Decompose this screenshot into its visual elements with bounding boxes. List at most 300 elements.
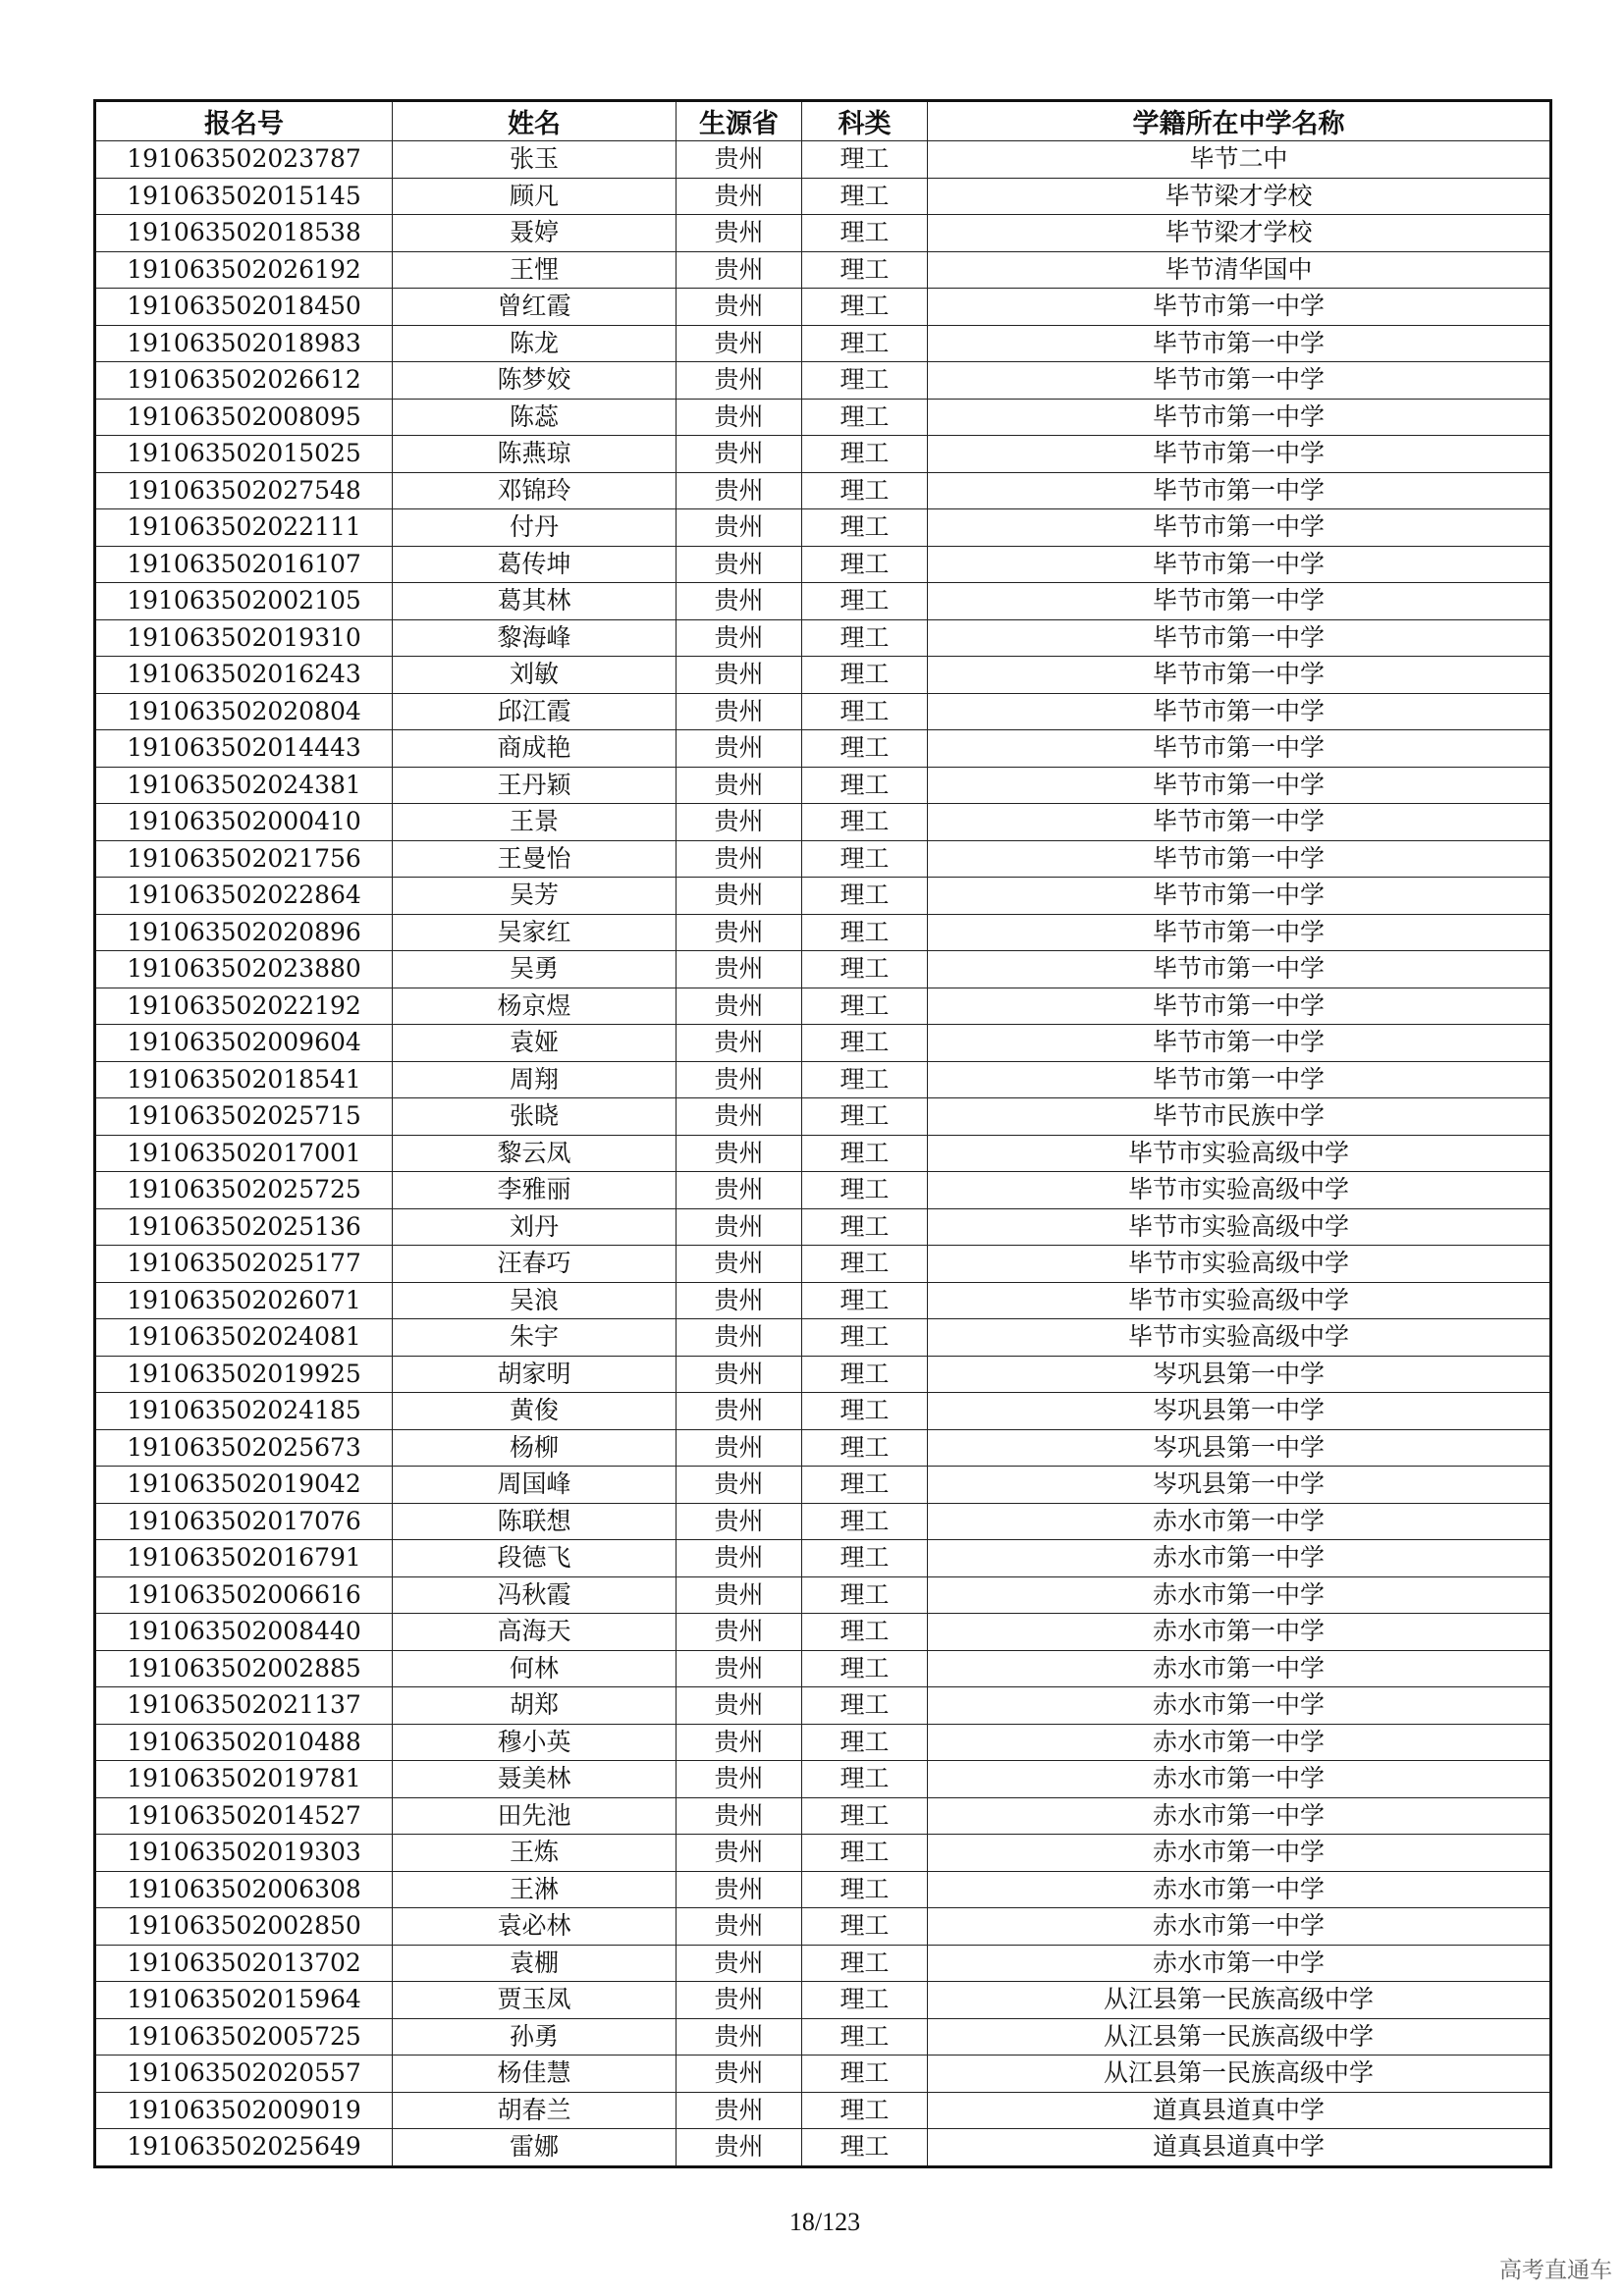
table-row xyxy=(95,509,1551,547)
table-row xyxy=(95,472,1551,509)
table-row xyxy=(95,1246,1551,1283)
cell-subject-category: 理工 xyxy=(802,1282,928,1319)
cell-subject-category: 理工 xyxy=(802,693,928,730)
cell-name: 张玉 xyxy=(393,141,677,179)
table-row xyxy=(95,657,1551,694)
cell-subject-category: 理工 xyxy=(802,1429,928,1467)
table-row xyxy=(95,399,1551,436)
cell-registration-number: 191063502018541 xyxy=(95,1061,393,1098)
cell-subject-category: 理工 xyxy=(802,325,928,362)
table-row xyxy=(95,1282,1551,1319)
cell-school-name: 毕节市第一中学 xyxy=(928,583,1551,620)
table-row xyxy=(95,1540,1551,1577)
cell-name: 杨佳慧 xyxy=(393,2056,677,2093)
cell-subject-category: 理工 xyxy=(802,2056,928,2093)
cell-subject-category: 理工 xyxy=(802,840,928,878)
cell-name: 刘敏 xyxy=(393,657,677,694)
cell-name: 王炼 xyxy=(393,1835,677,1872)
cell-subject-category: 理工 xyxy=(802,914,928,951)
cell-province: 贵州 xyxy=(677,1503,802,1540)
cell-registration-number: 191063502000410 xyxy=(95,804,393,841)
cell-name: 吴家红 xyxy=(393,914,677,951)
cell-name: 雷娜 xyxy=(393,2129,677,2167)
cell-subject-category: 理工 xyxy=(802,1467,928,1504)
cell-name: 陈梦姣 xyxy=(393,362,677,400)
table-row xyxy=(95,583,1551,620)
cell-school-name: 毕节市第一中学 xyxy=(928,436,1551,473)
cell-registration-number: 191063502015964 xyxy=(95,1982,393,2019)
cell-registration-number: 191063502016243 xyxy=(95,657,393,694)
cell-province: 贵州 xyxy=(677,1172,802,1209)
table-row xyxy=(95,1467,1551,1504)
cell-name: 汪春巧 xyxy=(393,1246,677,1283)
table-body xyxy=(95,141,1551,2167)
cell-subject-category: 理工 xyxy=(802,1393,928,1430)
table-row xyxy=(95,619,1551,657)
cell-province: 贵州 xyxy=(677,1614,802,1651)
cell-province: 贵州 xyxy=(677,472,802,509)
table-row xyxy=(95,1061,1551,1098)
cell-name: 陈联想 xyxy=(393,1503,677,1540)
table-row xyxy=(95,1871,1551,1908)
cell-name: 刘丹 xyxy=(393,1208,677,1246)
cell-name: 胡家明 xyxy=(393,1356,677,1393)
cell-subject-category: 理工 xyxy=(802,1356,928,1393)
cell-registration-number: 191063502013702 xyxy=(95,1945,393,1982)
cell-registration-number: 191063502025649 xyxy=(95,2129,393,2167)
table-row xyxy=(95,1576,1551,1614)
cell-subject-category: 理工 xyxy=(802,1098,928,1136)
cell-name: 田先池 xyxy=(393,1797,677,1835)
table-header xyxy=(95,101,1551,141)
cell-registration-number: 191063502024185 xyxy=(95,1393,393,1430)
cell-school-name: 毕节市第一中学 xyxy=(928,289,1551,326)
cell-school-name: 毕节市第一中学 xyxy=(928,657,1551,694)
cell-name: 孙勇 xyxy=(393,2018,677,2056)
cell-school-name: 毕节市第一中学 xyxy=(928,914,1551,951)
table-row xyxy=(95,693,1551,730)
cell-subject-category: 理工 xyxy=(802,2018,928,2056)
cell-school-name: 赤水市第一中学 xyxy=(928,1503,1551,1540)
table-row xyxy=(95,730,1551,768)
cell-province: 贵州 xyxy=(677,1246,802,1283)
cell-name: 杨京煜 xyxy=(393,988,677,1025)
table-row xyxy=(95,1356,1551,1393)
table-row xyxy=(95,178,1551,215)
cell-province: 贵州 xyxy=(677,840,802,878)
table-row xyxy=(95,436,1551,473)
cell-school-name: 毕节市第一中学 xyxy=(928,730,1551,768)
cell-registration-number: 191063502026612 xyxy=(95,362,393,400)
cell-province: 贵州 xyxy=(677,362,802,400)
cell-registration-number: 191063502015145 xyxy=(95,178,393,215)
cell-province: 贵州 xyxy=(677,951,802,988)
table-row xyxy=(95,1172,1551,1209)
cell-subject-category: 理工 xyxy=(802,1761,928,1798)
cell-subject-category: 理工 xyxy=(802,619,928,657)
table-row xyxy=(95,251,1551,289)
cell-name: 王曼怡 xyxy=(393,840,677,878)
cell-school-name: 毕节市民族中学 xyxy=(928,1098,1551,1136)
cell-subject-category: 理工 xyxy=(802,583,928,620)
cell-registration-number: 191063502014443 xyxy=(95,730,393,768)
cell-school-name: 赤水市第一中学 xyxy=(928,1945,1551,1982)
cell-province: 贵州 xyxy=(677,1871,802,1908)
cell-school-name: 从江县第一民族高级中学 xyxy=(928,2018,1551,2056)
cell-registration-number: 191063502019781 xyxy=(95,1761,393,1798)
cell-registration-number: 191063502002885 xyxy=(95,1650,393,1687)
cell-province: 贵州 xyxy=(677,2092,802,2129)
table-row xyxy=(95,951,1551,988)
cell-name: 黎云凤 xyxy=(393,1135,677,1172)
cell-registration-number: 191063502022111 xyxy=(95,509,393,547)
table-row xyxy=(95,1025,1551,1062)
cell-registration-number: 191063502019303 xyxy=(95,1835,393,1872)
cell-province: 贵州 xyxy=(677,1025,802,1062)
table-row xyxy=(95,988,1551,1025)
cell-registration-number: 191063502020896 xyxy=(95,914,393,951)
table-row xyxy=(95,1429,1551,1467)
cell-registration-number: 191063502021756 xyxy=(95,840,393,878)
cell-registration-number: 191063502022192 xyxy=(95,988,393,1025)
cell-subject-category: 理工 xyxy=(802,1650,928,1687)
page-number: 18/123 xyxy=(788,2208,861,2236)
cell-school-name: 毕节市第一中学 xyxy=(928,1025,1551,1062)
cell-registration-number: 191063502016791 xyxy=(95,1540,393,1577)
cell-province: 贵州 xyxy=(677,1650,802,1687)
cell-name: 邓锦玲 xyxy=(393,472,677,509)
cell-registration-number: 191063502010488 xyxy=(95,1724,393,1761)
cell-subject-category: 理工 xyxy=(802,141,928,179)
cell-school-name: 毕节市实验高级中学 xyxy=(928,1246,1551,1283)
admission-list-table xyxy=(93,99,1552,2168)
cell-subject-category: 理工 xyxy=(802,1871,928,1908)
cell-subject-category: 理工 xyxy=(802,289,928,326)
cell-name: 陈龙 xyxy=(393,325,677,362)
table-row xyxy=(95,2018,1551,2056)
cell-name: 杨柳 xyxy=(393,1429,677,1467)
cell-name: 吴勇 xyxy=(393,951,677,988)
table-row xyxy=(95,1687,1551,1725)
cell-registration-number: 191063502009019 xyxy=(95,2092,393,2129)
cell-province: 贵州 xyxy=(677,399,802,436)
cell-province: 贵州 xyxy=(677,1576,802,1614)
cell-subject-category: 理工 xyxy=(802,657,928,694)
cell-name: 何林 xyxy=(393,1650,677,1687)
cell-subject-category: 理工 xyxy=(802,509,928,547)
cell-registration-number: 191063502005725 xyxy=(95,2018,393,2056)
cell-registration-number: 191063502026071 xyxy=(95,1282,393,1319)
cell-name: 袁必林 xyxy=(393,1908,677,1946)
cell-registration-number: 191063502006616 xyxy=(95,1576,393,1614)
cell-province: 贵州 xyxy=(677,1098,802,1136)
cell-registration-number: 191063502025725 xyxy=(95,1172,393,1209)
cell-province: 贵州 xyxy=(677,693,802,730)
cell-school-name: 从江县第一民族高级中学 xyxy=(928,1982,1551,2019)
cell-subject-category: 理工 xyxy=(802,1724,928,1761)
table-row xyxy=(95,878,1551,915)
cell-registration-number: 191063502017076 xyxy=(95,1503,393,1540)
cell-name: 吴芳 xyxy=(393,878,677,915)
cell-province: 贵州 xyxy=(677,1540,802,1577)
cell-registration-number: 191063502009604 xyxy=(95,1025,393,1062)
cell-name: 邱江霞 xyxy=(393,693,677,730)
cell-name: 段德飞 xyxy=(393,1540,677,1577)
cell-subject-category: 理工 xyxy=(802,1208,928,1246)
cell-name: 周翔 xyxy=(393,1061,677,1098)
cell-school-name: 毕节市第一中学 xyxy=(928,619,1551,657)
cell-school-name: 毕节梁才学校 xyxy=(928,178,1551,215)
cell-school-name: 毕节市第一中学 xyxy=(928,878,1551,915)
cell-school-name: 毕节梁才学校 xyxy=(928,215,1551,252)
cell-subject-category: 理工 xyxy=(802,1908,928,1946)
cell-name: 陈蕊 xyxy=(393,399,677,436)
cell-registration-number: 191063502025715 xyxy=(95,1098,393,1136)
cell-school-name: 毕节市实验高级中学 xyxy=(928,1282,1551,1319)
cell-school-name: 岑巩县第一中学 xyxy=(928,1356,1551,1393)
cell-registration-number: 191063502023787 xyxy=(95,141,393,179)
table-row xyxy=(95,1761,1551,1798)
cell-registration-number: 191063502025673 xyxy=(95,1429,393,1467)
cell-registration-number: 191063502019042 xyxy=(95,1467,393,1504)
cell-province: 贵州 xyxy=(677,289,802,326)
cell-subject-category: 理工 xyxy=(802,399,928,436)
cell-school-name: 毕节市第一中学 xyxy=(928,509,1551,547)
cell-school-name: 赤水市第一中学 xyxy=(928,1871,1551,1908)
header-registration-number: 报名号 xyxy=(95,101,393,141)
cell-province: 贵州 xyxy=(677,1429,802,1467)
cell-school-name: 毕节市第一中学 xyxy=(928,988,1551,1025)
cell-province: 贵州 xyxy=(677,2056,802,2093)
table-row xyxy=(95,289,1551,326)
table-row xyxy=(95,362,1551,400)
cell-subject-category: 理工 xyxy=(802,1503,928,1540)
cell-school-name: 毕节市第一中学 xyxy=(928,325,1551,362)
cell-province: 贵州 xyxy=(677,1282,802,1319)
table-row xyxy=(95,1208,1551,1246)
cell-subject-category: 理工 xyxy=(802,215,928,252)
cell-school-name: 赤水市第一中学 xyxy=(928,1687,1551,1725)
cell-name: 聂婷 xyxy=(393,215,677,252)
cell-province: 贵州 xyxy=(677,141,802,179)
cell-school-name: 从江县第一民族高级中学 xyxy=(928,2056,1551,2093)
cell-name: 王丹颖 xyxy=(393,767,677,804)
cell-school-name: 赤水市第一中学 xyxy=(928,1724,1551,1761)
cell-province: 贵州 xyxy=(677,2129,802,2167)
cell-province: 贵州 xyxy=(677,1835,802,1872)
table-row xyxy=(95,325,1551,362)
cell-province: 贵州 xyxy=(677,657,802,694)
cell-province: 贵州 xyxy=(677,215,802,252)
cell-school-name: 赤水市第一中学 xyxy=(928,1576,1551,1614)
cell-name: 曾红霞 xyxy=(393,289,677,326)
watermark-text: 高考直通车 xyxy=(1499,2258,1612,2283)
cell-province: 贵州 xyxy=(677,988,802,1025)
cell-province: 贵州 xyxy=(677,436,802,473)
table-row xyxy=(95,767,1551,804)
cell-province: 贵州 xyxy=(677,1945,802,1982)
cell-subject-category: 理工 xyxy=(802,1246,928,1283)
cell-registration-number: 191063502014527 xyxy=(95,1797,393,1835)
cell-province: 贵州 xyxy=(677,546,802,583)
cell-school-name: 毕节市实验高级中学 xyxy=(928,1135,1551,1172)
table-row xyxy=(95,1503,1551,1540)
cell-name: 穆小英 xyxy=(393,1724,677,1761)
cell-name: 胡郑 xyxy=(393,1687,677,1725)
cell-school-name: 毕节市第一中学 xyxy=(928,399,1551,436)
cell-subject-category: 理工 xyxy=(802,1614,928,1651)
cell-registration-number: 191063502026192 xyxy=(95,251,393,289)
cell-province: 贵州 xyxy=(677,878,802,915)
cell-province: 贵州 xyxy=(677,1319,802,1357)
cell-registration-number: 191063502006308 xyxy=(95,1871,393,1908)
cell-name: 黄俊 xyxy=(393,1393,677,1430)
cell-school-name: 毕节市实验高级中学 xyxy=(928,1208,1551,1246)
cell-registration-number: 191063502018983 xyxy=(95,325,393,362)
cell-school-name: 毕节市第一中学 xyxy=(928,840,1551,878)
cell-province: 贵州 xyxy=(677,1393,802,1430)
table-row xyxy=(95,215,1551,252)
cell-school-name: 毕节市实验高级中学 xyxy=(928,1319,1551,1357)
cell-subject-category: 理工 xyxy=(802,1061,928,1098)
cell-subject-category: 理工 xyxy=(802,1982,928,2019)
cell-subject-category: 理工 xyxy=(802,472,928,509)
cell-school-name: 毕节清华国中 xyxy=(928,251,1551,289)
cell-school-name: 岑巩县第一中学 xyxy=(928,1393,1551,1430)
header-province: 生源省 xyxy=(677,101,802,141)
cell-province: 贵州 xyxy=(677,1761,802,1798)
cell-province: 贵州 xyxy=(677,1687,802,1725)
cell-province: 贵州 xyxy=(677,1982,802,2019)
cell-registration-number: 191063502020804 xyxy=(95,693,393,730)
table-row xyxy=(95,546,1551,583)
cell-name: 聂美林 xyxy=(393,1761,677,1798)
cell-province: 贵州 xyxy=(677,2018,802,2056)
cell-registration-number: 191063502019925 xyxy=(95,1356,393,1393)
cell-school-name: 毕节市第一中学 xyxy=(928,693,1551,730)
cell-name: 李雅丽 xyxy=(393,1172,677,1209)
cell-name: 胡春兰 xyxy=(393,2092,677,2129)
cell-subject-category: 理工 xyxy=(802,362,928,400)
table-row xyxy=(95,1614,1551,1651)
cell-registration-number: 191063502024081 xyxy=(95,1319,393,1357)
cell-registration-number: 191063502002850 xyxy=(95,1908,393,1946)
table-row xyxy=(95,804,1551,841)
cell-school-name: 毕节市实验高级中学 xyxy=(928,1172,1551,1209)
cell-registration-number: 191063502015025 xyxy=(95,436,393,473)
cell-school-name: 赤水市第一中学 xyxy=(928,1650,1551,1687)
cell-name: 高海天 xyxy=(393,1614,677,1651)
cell-school-name: 毕节市第一中学 xyxy=(928,804,1551,841)
cell-name: 周国峰 xyxy=(393,1467,677,1504)
cell-subject-category: 理工 xyxy=(802,1687,928,1725)
cell-registration-number: 191063502020557 xyxy=(95,2056,393,2093)
cell-registration-number: 191063502021137 xyxy=(95,1687,393,1725)
cell-school-name: 道真县道真中学 xyxy=(928,2129,1551,2167)
cell-name: 顾凡 xyxy=(393,178,677,215)
cell-subject-category: 理工 xyxy=(802,2129,928,2167)
cell-name: 吴浪 xyxy=(393,1282,677,1319)
cell-school-name: 赤水市第一中学 xyxy=(928,1614,1551,1651)
cell-name: 冯秋霞 xyxy=(393,1576,677,1614)
cell-name: 王淋 xyxy=(393,1871,677,1908)
cell-subject-category: 理工 xyxy=(802,1540,928,1577)
cell-province: 贵州 xyxy=(677,178,802,215)
cell-school-name: 毕节市第一中学 xyxy=(928,546,1551,583)
table-row xyxy=(95,1098,1551,1136)
cell-province: 贵州 xyxy=(677,804,802,841)
cell-registration-number: 191063502017001 xyxy=(95,1135,393,1172)
table-row xyxy=(95,2092,1551,2129)
cell-province: 贵州 xyxy=(677,619,802,657)
cell-name: 葛传坤 xyxy=(393,546,677,583)
cell-registration-number: 191063502008095 xyxy=(95,399,393,436)
cell-subject-category: 理工 xyxy=(802,251,928,289)
cell-subject-category: 理工 xyxy=(802,546,928,583)
cell-province: 贵州 xyxy=(677,509,802,547)
table-row xyxy=(95,1835,1551,1872)
cell-registration-number: 191063502018450 xyxy=(95,289,393,326)
cell-subject-category: 理工 xyxy=(802,1576,928,1614)
table-row xyxy=(95,141,1551,179)
cell-name: 商成艳 xyxy=(393,730,677,768)
cell-province: 贵州 xyxy=(677,583,802,620)
table-row xyxy=(95,840,1551,878)
table-row xyxy=(95,914,1551,951)
cell-subject-category: 理工 xyxy=(802,436,928,473)
cell-subject-category: 理工 xyxy=(802,1797,928,1835)
cell-school-name: 赤水市第一中学 xyxy=(928,1540,1551,1577)
cell-subject-category: 理工 xyxy=(802,767,928,804)
cell-province: 贵州 xyxy=(677,325,802,362)
cell-school-name: 毕节市第一中学 xyxy=(928,472,1551,509)
cell-school-name: 岑巩县第一中学 xyxy=(928,1429,1551,1467)
cell-school-name: 毕节市第一中学 xyxy=(928,767,1551,804)
cell-name: 袁棚 xyxy=(393,1945,677,1982)
table-row xyxy=(95,1135,1551,1172)
cell-province: 贵州 xyxy=(677,730,802,768)
cell-school-name: 毕节市第一中学 xyxy=(928,1061,1551,1098)
cell-registration-number: 191063502025136 xyxy=(95,1208,393,1246)
cell-subject-category: 理工 xyxy=(802,804,928,841)
cell-subject-category: 理工 xyxy=(802,178,928,215)
table-row xyxy=(95,1650,1551,1687)
cell-subject-category: 理工 xyxy=(802,951,928,988)
cell-name: 葛其林 xyxy=(393,583,677,620)
cell-name: 王景 xyxy=(393,804,677,841)
cell-subject-category: 理工 xyxy=(802,1172,928,1209)
cell-registration-number: 191063502016107 xyxy=(95,546,393,583)
cell-province: 贵州 xyxy=(677,1724,802,1761)
cell-name: 张晓 xyxy=(393,1098,677,1136)
cell-registration-number: 191063502025177 xyxy=(95,1246,393,1283)
cell-province: 贵州 xyxy=(677,1356,802,1393)
cell-registration-number: 191063502022864 xyxy=(95,878,393,915)
cell-school-name: 毕节市第一中学 xyxy=(928,362,1551,400)
cell-school-name: 岑巩县第一中学 xyxy=(928,1467,1551,1504)
cell-subject-category: 理工 xyxy=(802,988,928,1025)
table-row xyxy=(95,2129,1551,2167)
cell-name: 付丹 xyxy=(393,509,677,547)
table-row xyxy=(95,1982,1551,2019)
table-row xyxy=(95,1319,1551,1357)
cell-subject-category: 理工 xyxy=(802,1835,928,1872)
cell-province: 贵州 xyxy=(677,1061,802,1098)
cell-name: 黎海峰 xyxy=(393,619,677,657)
cell-school-name: 赤水市第一中学 xyxy=(928,1761,1551,1798)
cell-province: 贵州 xyxy=(677,914,802,951)
cell-name: 贾玉凤 xyxy=(393,1982,677,2019)
